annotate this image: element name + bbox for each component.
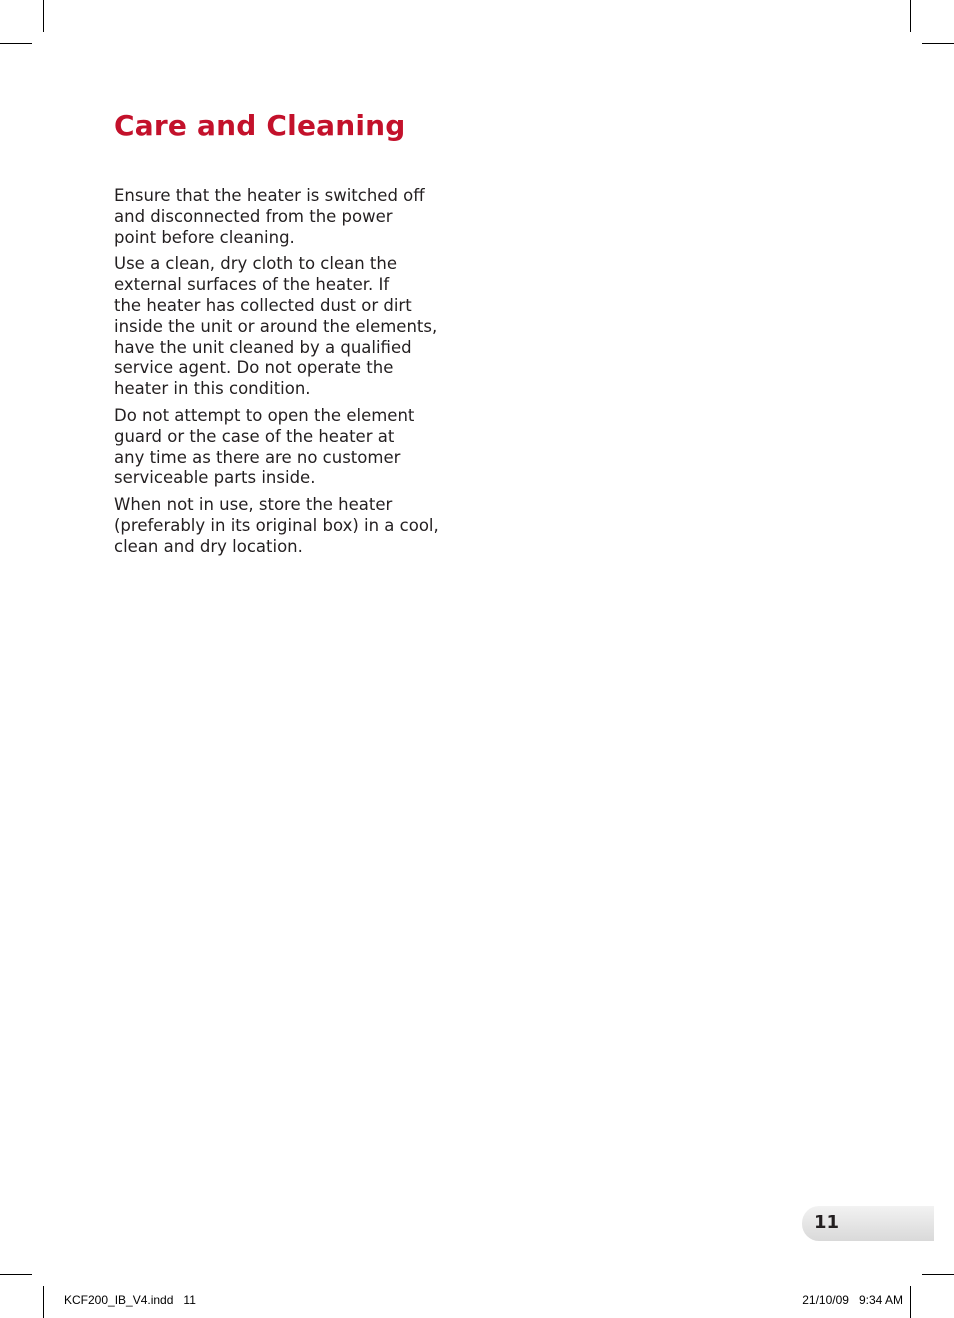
paragraph-switch-off: Ensure that the heater is switched off and disconnected from the power point before cleaning. [114, 186, 425, 247]
care-instructions [114, 186, 466, 564]
paragraph-do-not-open: Do not attempt to open the element guard or the case of the heater at any time as there are no customer serviceable parts inside. [114, 405, 415, 488]
paragraph-storage: When not in use, store the heater (preferably in its original box) in a cool, clean and dry location. [114, 495, 439, 556]
page-number: 11 [814, 1212, 840, 1233]
slug-date-time: 21/10/09 9:34 AM [802, 1293, 903, 1307]
page-number-tab [802, 1206, 934, 1241]
crop-mark-bottom-left-vertical [43, 1286, 44, 1318]
crop-mark-top-left-horizontal [0, 43, 32, 44]
paragraph-clean-cloth: Use a clean, dry cloth to clean the external surfaces of the heater. If the heater has collected dust or dirt inside the unit or around the elements, have the unit cleaned by a qualified service agent. Do not operate the heater in this condition. [114, 254, 438, 399]
crop-mark-top-right-horizontal [922, 43, 954, 44]
crop-mark-bottom-left-horizontal [0, 1274, 32, 1275]
crop-mark-bottom-right-vertical [910, 1286, 911, 1318]
slug-file-name: KCF200_IB_V4.indd 11 [64, 1293, 196, 1307]
crop-mark-bottom-right-horizontal [922, 1274, 954, 1275]
crop-mark-top-left-vertical [43, 0, 44, 32]
page-title: Care and Cleaning [114, 109, 406, 142]
crop-mark-top-right-vertical [910, 0, 911, 32]
